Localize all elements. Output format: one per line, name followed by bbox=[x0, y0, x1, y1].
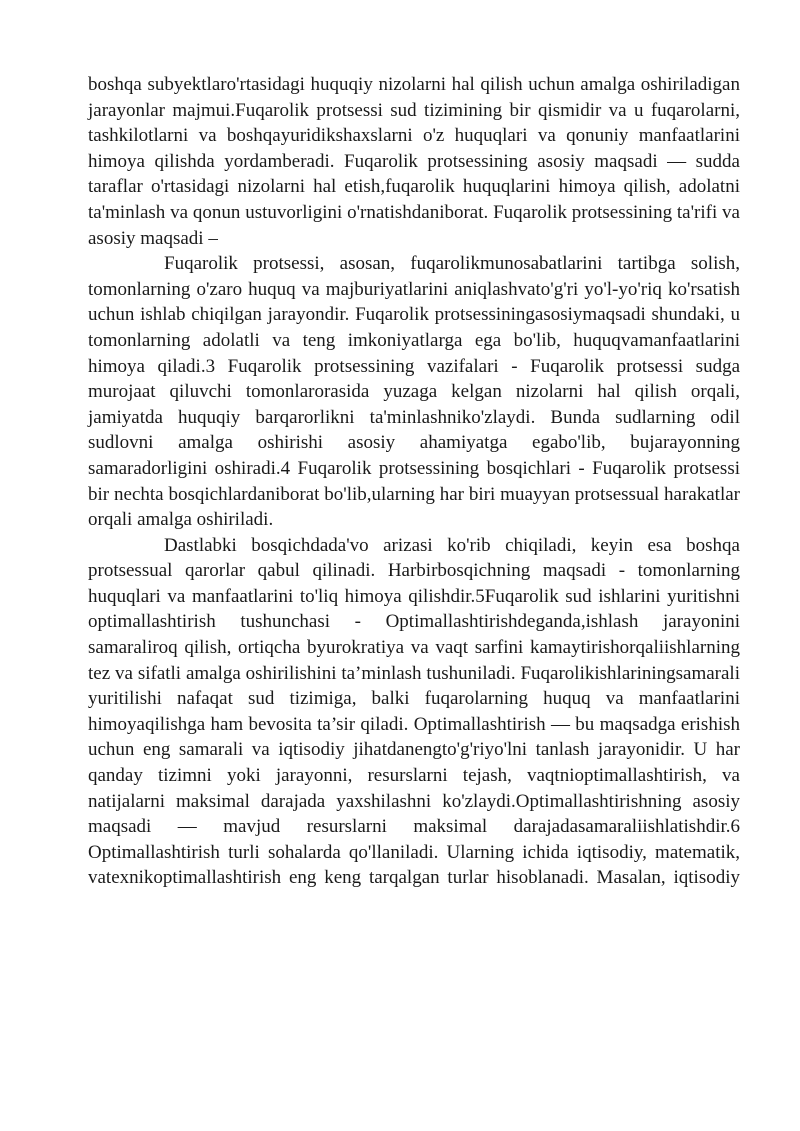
body-paragraph-1: boshqa subyektlaro'rtasidagi huquqiy nizolarni hal qilish uchun amalga oshiriladigan jarayonlar majmui.Fuqarolik protsessi sud tizimining bir qismidir va u fuqarolarni, tashkilotlarni va boshqayuridikshaxslarni o'z huquqlari va qonuniy manfaatlarini himoya qilishda yordamberadi. Fuqarolik protsessining asosiy maqsadi — sudda taraflar o'rtasidagi nizolarni hal etish,fuqarolik huquqlarini himoya qilish, adolatni ta'minlash va qonun ustuvorligini o'rnatishdaniborat. Fuqarolik protsessining ta'rifi va asosiy maqsadi – bbox=[88, 74, 740, 249]
body-paragraph-2: Fuqarolik protsessi, asosan, fuqarolikmunosabatlarini tartibga solish, tomonlarning o'zaro huquq va majburiyatlarini aniqlashvato'g'ri yo'l-yo'riq ko'rsatish uchun ishlab chiqilgan jarayondir. Fuqarolik protsessiningasosiymaqsadi shundaki, u tomonlarning adolatli va teng imkoniyatlarga ega bo'lib, huquqvamanfaatlarini himoya qiladi.3 Fuqarolik protsessining vazifalari - Fuqarolik protsessi sudga murojaat qiluvchi tomonlarorasida yuzaga kelgan nizolarni hal qilish orqali, jamiyatda huquqiy barqarorlikni ta'minlashniko'zlaydi. Bunda sudlarning odil sudlovni amalga oshirishi asosiy ahamiyatga egabo'lib, bujarayonning samaradorligini oshiradi.4 Fuqarolik protsessining bosqichlari - Fuqarolik protsessi bir nechta bosqichlardaniborat bo'lib,ularning har biri muayyan protsessual harakatlar orqali amalga oshiriladi. bbox=[88, 253, 740, 531]
body-paragraph-3: Dastlabki bosqichdada'vo arizasi ko'rib chiqiladi, keyin esa boshqa protsessual qarorlar qabul qilinadi. Harbirbosqichning maqsadi - tomonlarning huquqlari va manfaatlarini to'liq himoya qilishdir.5Fuqarolik sud ishlarini yuritishni optimallashtirish tushunchasi - Optimallashtirishdeganda,ishlash jarayonini samaraliroq qilish, ortiqcha byurokratiya va vaqt sarfini kamaytirishorqaliishlarning tez va sifatli amalga oshirilishini ta’minlash tushuniladi. Fuqarolikishlariningsamarali yuritilishi nafaqat sud tizimiga, balki fuqarolarning huquq va manfaatlarini himoyaqilishga ham bevosita ta’sir qiladi. Optimallashtirish — bu maqsadga erishish uchun eng samarali va iqtisodiy jihatdanengto'g'riyo'lni tanlash jarayonidir. U har qanday tizimni yoki jarayonni, resurslarni tejash, vaqtnioptimallashtirish, va natijalarni maksimal darajada yaxshilashni ko'zlaydi.Optimallashtirishning asosiy maqsadi — mavjud resurslarni maksimal darajadasamaraliishlatishdir.6 Optimallashtirish turli sohalarda qo'llaniladi. Ularning ichida iqtisodiy, matematik, vatexnikoptimallashtirish eng keng tarqalgan turlar hisoblanadi. Masalan, iqtisodiy bbox=[88, 534, 740, 889]
document-page bbox=[88, 72, 740, 891]
